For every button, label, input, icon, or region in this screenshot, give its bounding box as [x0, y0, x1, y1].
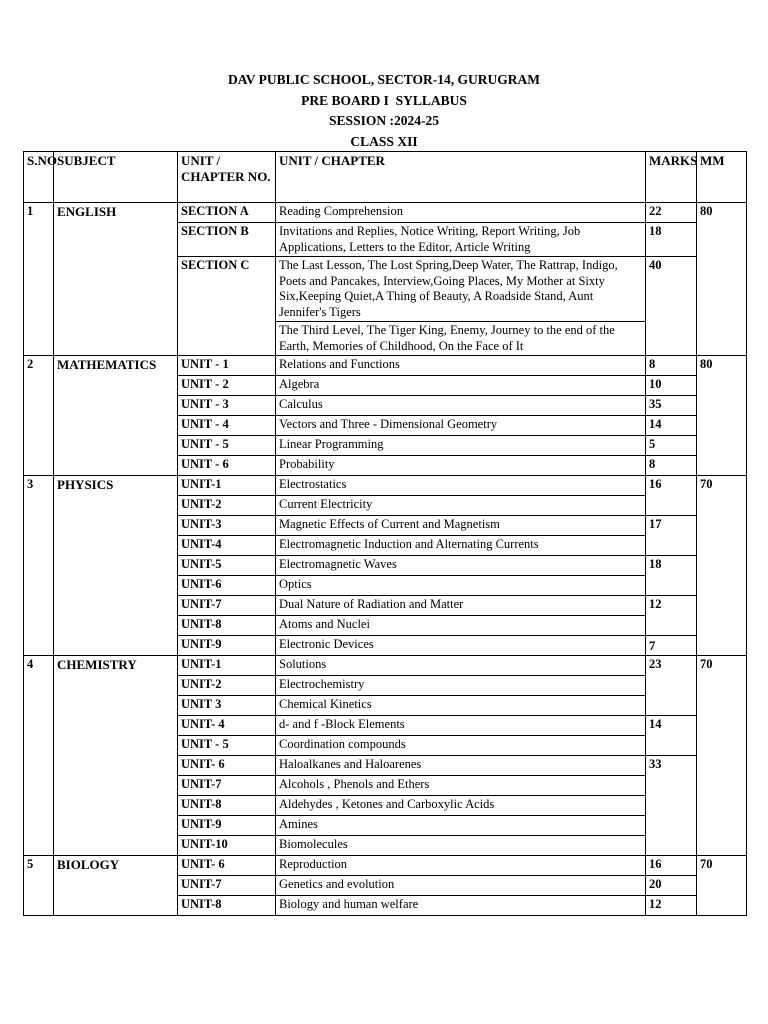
chapter-cell: Electromagnetic Waves	[276, 556, 646, 576]
chapter-cell: Chemical Kinetics	[276, 696, 646, 716]
mm-cell: 80	[697, 203, 747, 356]
marks-cell: 10	[646, 376, 697, 396]
unit-cell: UNIT-5	[178, 556, 276, 576]
header-sno: S.NO	[24, 152, 54, 203]
syllabus-table	[23, 151, 747, 916]
mm-cell: 70	[697, 476, 747, 656]
unit-cell: UNIT - 5	[178, 736, 276, 756]
chapter-cell: Genetics and evolution	[276, 876, 646, 896]
chapter-cell: Optics	[276, 576, 646, 596]
unit-cell: UNIT - 3	[178, 396, 276, 416]
unit-cell: UNIT-8	[178, 616, 276, 636]
unit-cell: UNIT-9	[178, 636, 276, 656]
chapter-cell: Linear Programming	[276, 436, 646, 456]
marks-cell: 14	[646, 716, 697, 756]
marks-cell: 8	[646, 356, 697, 376]
mm-cell: 70	[697, 856, 747, 916]
chapter-cell: Electronic Devices	[276, 636, 646, 656]
chapter-cell: Coordination compounds	[276, 736, 646, 756]
class-label: CLASS XII	[350, 133, 418, 149]
header-subject: SUBJECT	[54, 152, 178, 203]
chapter-cell: Electromagnetic Induction and Alternating Currents	[276, 536, 646, 556]
school-name: DAV PUBLIC SCHOOL, SECTOR-14, GURUGRAM	[227, 72, 541, 87]
chapter-cell: Current Electricity	[276, 496, 646, 516]
marks-cell: 12	[646, 596, 697, 636]
unit-cell: SECTION A	[178, 203, 276, 223]
header-unit-chapter: UNIT / CHAPTER	[276, 152, 646, 203]
unit-cell: UNIT-7	[178, 776, 276, 796]
chapter-cell: Electrochemistry	[276, 676, 646, 696]
subject-cell: CHEMISTRY	[54, 656, 178, 856]
unit-cell: UNIT-2	[178, 496, 276, 516]
marks-cell: 23	[646, 656, 697, 716]
unit-cell: UNIT-7	[178, 596, 276, 616]
subject-cell: BIOLOGY	[54, 856, 178, 916]
unit-cell: UNIT-4	[178, 536, 276, 556]
chapter-cell: Probability	[276, 456, 646, 476]
chapter-cell: Solutions	[276, 656, 646, 676]
chapter-cell: Magnetic Effects of Current and Magnetism	[276, 516, 646, 536]
chapter-cell: Amines	[276, 816, 646, 836]
unit-cell: UNIT - 2	[178, 376, 276, 396]
chapter-cell: Biomolecules	[276, 836, 646, 856]
unit-cell: UNIT - 4	[178, 416, 276, 436]
chapter-cell: Algebra	[276, 376, 646, 396]
marks-cell: 20	[646, 876, 697, 896]
chapter-cell: Reading Comprehension	[276, 203, 646, 223]
table-row	[24, 856, 747, 876]
unit-cell: UNIT-8	[178, 796, 276, 816]
marks-cell: 14	[646, 416, 697, 436]
header-unit-no: UNIT / CHAPTER NO.	[178, 152, 276, 203]
mm-cell: 70	[697, 656, 747, 856]
subject-cell: ENGLISH	[54, 203, 178, 356]
session-label: SESSION :2024-25	[329, 113, 439, 128]
chapter-cell: Electrostatics	[276, 476, 646, 496]
marks-cell: 7	[646, 636, 697, 656]
unit-cell: UNIT- 6	[178, 856, 276, 876]
header-marks: MARKS	[646, 152, 697, 203]
unit-cell: UNIT-2	[178, 676, 276, 696]
marks-cell: 40	[646, 257, 697, 356]
exam-title: PRE BOARD I SYLLABUS	[301, 92, 467, 108]
chapter-cell: Atoms and Nuclei	[276, 616, 646, 636]
chapter-cell: Dual Nature of Radiation and Matter	[276, 596, 646, 616]
sno-cell: 1	[24, 203, 54, 356]
unit-cell: UNIT-8	[178, 896, 276, 916]
unit-cell: UNIT-6	[178, 576, 276, 596]
chapter-cell: Reproduction	[276, 856, 646, 876]
unit-cell: SECTION B	[178, 223, 276, 257]
unit-cell: UNIT - 5	[178, 436, 276, 456]
marks-cell: 5	[646, 436, 697, 456]
table-row	[24, 476, 747, 496]
marks-cell: 8	[646, 456, 697, 476]
chapter-cell: Aldehydes , Ketones and Carboxylic Acids	[276, 796, 646, 816]
unit-cell: UNIT-1	[178, 476, 276, 496]
mm-cell: 80	[697, 356, 747, 476]
subject-cell: PHYSICS	[54, 476, 178, 656]
marks-cell: 18	[646, 556, 697, 596]
table-row	[24, 356, 747, 376]
marks-cell: 16	[646, 856, 697, 876]
sno-cell: 5	[24, 856, 54, 916]
unit-cell: UNIT-3	[178, 516, 276, 536]
unit-cell: SECTION C	[178, 257, 276, 356]
chapter-cell: Alcohols , Phenols and Ethers	[276, 776, 646, 796]
chapter-cell: Relations and Functions	[276, 356, 646, 376]
unit-cell: UNIT - 6	[178, 456, 276, 476]
header-mm: MM	[697, 152, 747, 203]
unit-cell: UNIT-7	[178, 876, 276, 896]
chapter-cell: d- and f -Block Elements	[276, 716, 646, 736]
table-row	[24, 203, 747, 223]
unit-cell: UNIT- 4	[178, 716, 276, 736]
marks-cell: 18	[646, 223, 697, 257]
chapter-cell: Vectors and Three - Dimensional Geometry	[276, 416, 646, 436]
unit-cell: UNIT-10	[178, 836, 276, 856]
chapter-cell: Haloalkanes and Haloarenes	[276, 756, 646, 776]
sno-cell: 4	[24, 656, 54, 856]
chapter-cell: The Last Lesson, The Lost Spring,Deep Water, The Rattrap, Indigo, Poets and Pancakes, Interview,Going Places, My Mother at Sixty Six,Keeping Quiet,A Thing of Beauty, A Roadside Stand, Aunt Jennifer's Tigers	[276, 257, 646, 322]
marks-cell: 22	[646, 203, 697, 223]
chapter-cell: Biology and human welfare	[276, 896, 646, 916]
unit-cell: UNIT 3	[178, 696, 276, 716]
chapter-cell: The Third Level, The Tiger King, Enemy, Journey to the end of the Earth, Memories of Childhood, On the Face of It	[276, 322, 646, 356]
unit-cell: UNIT- 6	[178, 756, 276, 776]
unit-cell: UNIT-1	[178, 656, 276, 676]
table-row	[24, 656, 747, 676]
chapter-cell: Invitations and Replies, Notice Writing, Report Writing, Job Applications, Letters to the Editor, Article Writing	[276, 223, 646, 257]
unit-cell: UNIT - 1	[178, 356, 276, 376]
chapter-cell: Calculus	[276, 396, 646, 416]
marks-cell: 33	[646, 756, 697, 856]
document-header	[0, 70, 768, 152]
marks-cell: 12	[646, 896, 697, 916]
marks-cell: 35	[646, 396, 697, 416]
unit-cell: UNIT-9	[178, 816, 276, 836]
sno-cell: 3	[24, 476, 54, 656]
marks-cell: 16	[646, 476, 697, 516]
subject-cell: MATHEMATICS	[54, 356, 178, 476]
sno-cell: 2	[24, 356, 54, 476]
marks-cell: 17	[646, 516, 697, 556]
table-header-row	[24, 152, 747, 203]
